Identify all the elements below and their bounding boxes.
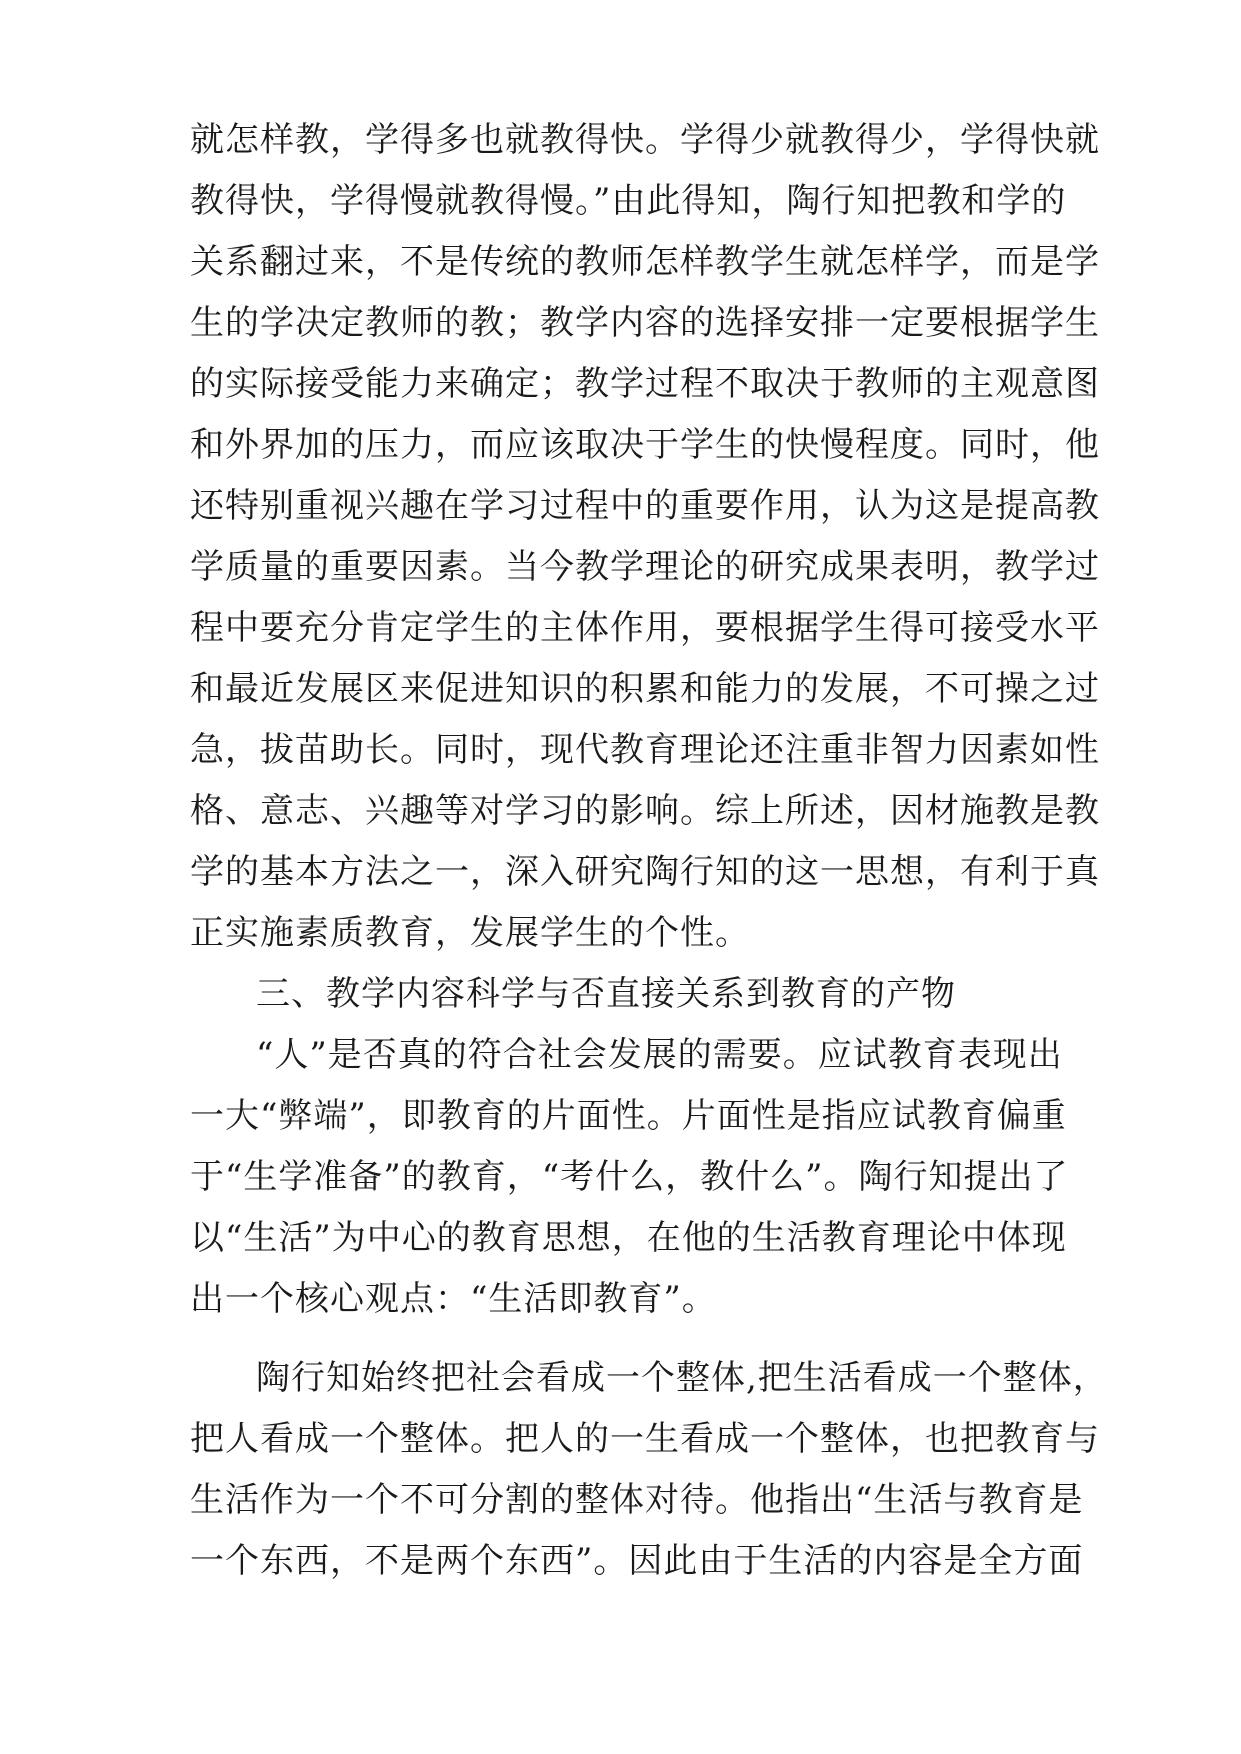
section-heading: 三、教学内容科学与否直接关系到教育的产物 xyxy=(256,974,956,1014)
text-line: 以“生活”为中心的教育思想，在他的生活教育理论中体现 xyxy=(190,1218,1067,1258)
text-line: 和最近发展区来促进知识的积累和能力的发展，不可操之过 xyxy=(190,669,1100,709)
text-line: 还特别重视兴趣在学习过程中的重要作用，认为这是提高教 xyxy=(190,486,1100,526)
text-line: 生活作为一个不可分割的整体对待。他指出“生活与教育是 xyxy=(190,1480,1084,1520)
text-line: 把人看成一个整体。把人的一生看成一个整体，也把教育与 xyxy=(190,1419,1100,1459)
text-line: 关系翻过来，不是传统的教师怎样教学生就怎样学，而是学 xyxy=(190,242,1100,282)
text-line: 就怎样教，学得多也就教得快。学得少就教得少，学得快就 xyxy=(190,120,1100,160)
text-line: 于“生学准备”的教育，“考什么，教什么”。陶行知提出了 xyxy=(190,1157,1069,1197)
text-line: 程中要充分肯定学生的主体作用，要根据学生得可接受水平 xyxy=(190,608,1100,648)
text-line: 学的基本方法之一，深入研究陶行知的这一思想，有利于真 xyxy=(190,852,1100,892)
text-line: 和外界加的压力，而应该取决于学生的快慢程度。同时，他 xyxy=(190,425,1100,465)
text-line: 陶行知始终把社会看成一个整体,把生活看成一个整体， xyxy=(256,1358,1108,1398)
text-line: 一个东西，不是两个东西”。因此由于生活的内容是全方面 xyxy=(190,1541,1084,1581)
text-line: 学质量的重要因素。当今教学理论的研究成果表明，教学过 xyxy=(190,547,1100,587)
text-line: “人”是否真的符合社会发展的需要。应试教育表现出 xyxy=(256,1035,1063,1075)
text-line: 的实际接受能力来确定；教学过程不取决于教师的主观意图 xyxy=(190,364,1100,404)
text-line: 教得快，学得慢就教得慢。”由此得知，陶行知把教和学的 xyxy=(190,181,1067,221)
text-line: 一大“弊端”，即教育的片面性。片面性是指应试教育偏重 xyxy=(190,1096,1067,1136)
text-line: 出一个核心观点：“生活即教育”。 xyxy=(190,1279,717,1319)
text-line: 正实施素质教育，发展学生的个性。 xyxy=(190,913,750,953)
text-line: 急，拔苗助长。同时，现代教育理论还注重非智力因素如性 xyxy=(190,730,1100,770)
text-line: 生的学决定教师的教；教学内容的选择安排一定要根据学生 xyxy=(190,303,1100,343)
text-line: 格、意志、兴趣等对学习的影响。综上所述，因材施教是教 xyxy=(190,791,1100,831)
